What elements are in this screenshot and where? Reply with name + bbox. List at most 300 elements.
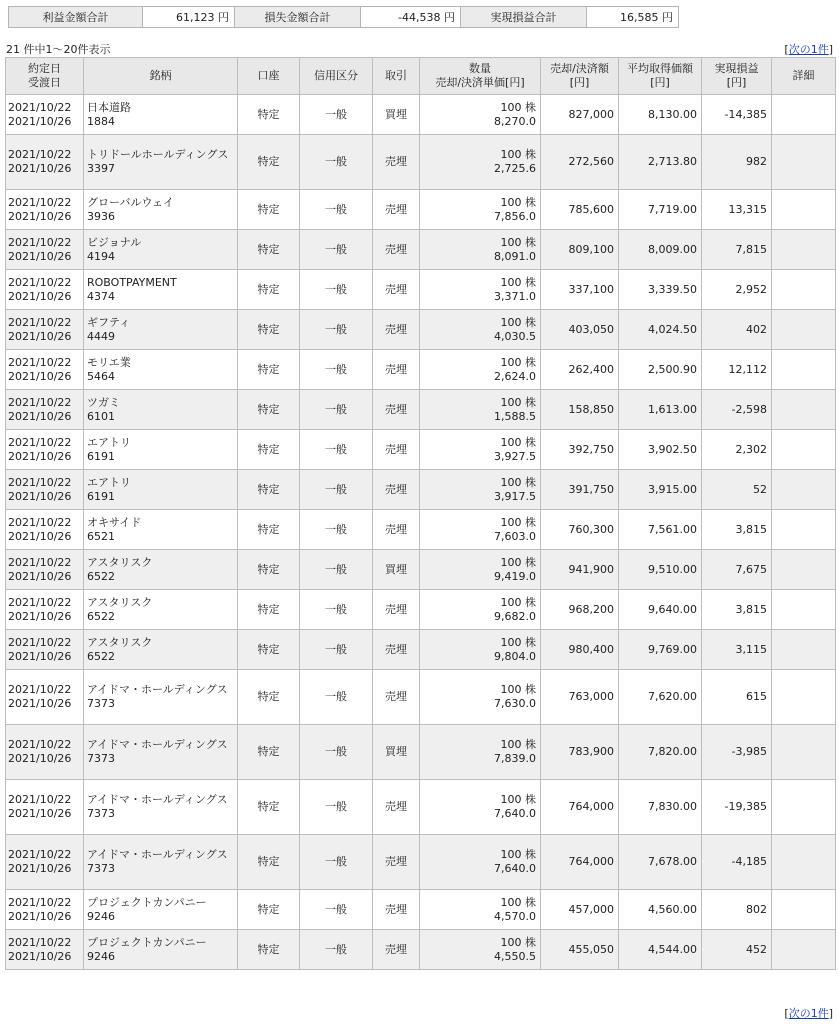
trade-type: 売埋 [373, 270, 420, 310]
detail-cell [772, 390, 836, 430]
trade-dates [6, 190, 84, 230]
realized-pl: 7,675 [702, 550, 772, 590]
avg-cost: 2,713.80 [619, 135, 702, 190]
detail-cell [772, 670, 836, 725]
avg-cost: 7,678.00 [619, 835, 702, 890]
pagination-top: [次の1件] [784, 43, 833, 56]
trade-date: 2021/10/22 [8, 235, 72, 249]
table-row [6, 630, 836, 670]
sell-amount: 392,750 [541, 430, 619, 470]
trade-type: 売埋 [373, 890, 420, 930]
trade-date: 2021/10/22 [8, 475, 72, 489]
avg-cost: 7,830.00 [619, 780, 702, 835]
account-type: 特定 [238, 550, 300, 590]
credit-type: 一般 [300, 835, 373, 890]
realized-total-value: 16,585 円 [587, 7, 679, 28]
detail-cell [772, 550, 836, 590]
trade-dates [6, 630, 84, 670]
stock-code: 7373 [87, 862, 115, 875]
stock-name: アスタリスク [87, 555, 153, 569]
settle-date: 2021/10/26 [8, 209, 72, 223]
trade-type: 売埋 [373, 590, 420, 630]
unit-price: 7,640.0 [494, 807, 536, 820]
sell-amount: 968,200 [541, 590, 619, 630]
trade-type: 買埋 [373, 725, 420, 780]
stock-cell [84, 470, 238, 510]
settle-date: 2021/10/26 [8, 409, 72, 423]
trade-date: 2021/10/22 [8, 635, 72, 649]
credit-type: 一般 [300, 230, 373, 270]
quantity: 100 株 [500, 355, 536, 369]
quantity-cell [420, 930, 541, 970]
trade-type: 売埋 [373, 835, 420, 890]
quantity-cell [420, 780, 541, 835]
stock-cell [84, 930, 238, 970]
detail-cell [772, 510, 836, 550]
stock-name: エアトリ [87, 475, 131, 489]
trade-type: 売埋 [373, 780, 420, 835]
header-detail: 詳細 [772, 58, 836, 95]
header-credit-type: 信用区分 [300, 58, 373, 95]
stock-name: エアトリ [87, 435, 131, 449]
account-type: 特定 [238, 670, 300, 725]
table-row [6, 230, 836, 270]
profit-total-label: 利益金額合計 [9, 7, 143, 28]
stock-cell [84, 310, 238, 350]
quantity-cell [420, 190, 541, 230]
trade-date: 2021/10/22 [8, 848, 72, 861]
sell-amount: 272,560 [541, 135, 619, 190]
quantity: 100 株 [500, 315, 536, 329]
result-count: 21 件中1～20件表示 [6, 43, 111, 56]
avg-cost: 7,620.00 [619, 670, 702, 725]
trade-dates [6, 470, 84, 510]
stock-cell [84, 590, 238, 630]
unit-price: 9,804.0 [494, 649, 536, 663]
sell-amount: 760,300 [541, 510, 619, 550]
credit-type: 一般 [300, 190, 373, 230]
sell-amount: 809,100 [541, 230, 619, 270]
detail-cell [772, 270, 836, 310]
quantity-cell [420, 470, 541, 510]
sell-amount: 337,100 [541, 270, 619, 310]
table-row [6, 590, 836, 630]
quantity-cell [420, 310, 541, 350]
unit-price: 4,570.0 [494, 909, 536, 923]
realized-pl: 982 [702, 135, 772, 190]
sell-amount: 764,000 [541, 780, 619, 835]
table-row [6, 550, 836, 590]
stock-name: アスタリスク [87, 595, 153, 609]
realized-total-label: 実現損益合計 [461, 7, 587, 28]
credit-type: 一般 [300, 725, 373, 780]
stock-cell [84, 510, 238, 550]
credit-type: 一般 [300, 780, 373, 835]
quantity: 100 株 [500, 793, 536, 806]
stock-cell [84, 430, 238, 470]
trade-dates [6, 350, 84, 390]
quantity-cell [420, 135, 541, 190]
table-row [6, 95, 836, 135]
stock-cell [84, 390, 238, 430]
trade-type: 買埋 [373, 550, 420, 590]
realized-pl: 13,315 [702, 190, 772, 230]
avg-cost: 9,640.00 [619, 590, 702, 630]
sell-amount: 783,900 [541, 725, 619, 780]
settle-date: 2021/10/26 [8, 114, 72, 128]
avg-cost: 4,560.00 [619, 890, 702, 930]
quantity: 100 株 [500, 738, 536, 751]
quantity: 100 株 [500, 235, 536, 249]
unit-price: 2,624.0 [494, 369, 536, 383]
realized-pl: -3,985 [702, 725, 772, 780]
trade-dates [6, 670, 84, 725]
quantity-cell [420, 725, 541, 780]
trade-dates [6, 390, 84, 430]
quantity: 100 株 [500, 435, 536, 449]
trade-type: 売埋 [373, 190, 420, 230]
stock-cell [84, 135, 238, 190]
trade-dates [6, 230, 84, 270]
account-type: 特定 [238, 95, 300, 135]
avg-cost: 3,902.50 [619, 430, 702, 470]
stock-code: 5464 [87, 369, 115, 383]
quantity: 100 株 [500, 100, 536, 114]
account-type: 特定 [238, 725, 300, 780]
account-type: 特定 [238, 270, 300, 310]
quantity: 100 株 [500, 635, 536, 649]
realized-pl: 3,815 [702, 510, 772, 550]
header-quantity: 数量 売却/決済単価[円] [420, 58, 541, 95]
quantity-cell [420, 670, 541, 725]
settle-date: 2021/10/26 [8, 649, 72, 663]
trade-dates [6, 550, 84, 590]
sell-amount: 763,000 [541, 670, 619, 725]
quantity: 100 株 [500, 595, 536, 609]
trade-date: 2021/10/22 [8, 315, 72, 329]
table-row [6, 890, 836, 930]
credit-type: 一般 [300, 930, 373, 970]
stock-code: 6522 [87, 609, 115, 623]
stock-name: アイドマ・ホールディングス [87, 793, 228, 806]
stock-code: 4449 [87, 329, 115, 343]
trade-dates [6, 930, 84, 970]
stock-cell [84, 95, 238, 135]
header-stock: 銘柄 [84, 58, 238, 95]
trade-dates [6, 510, 84, 550]
account-type: 特定 [238, 590, 300, 630]
stock-name: アイドマ・ホールディングス [87, 848, 228, 861]
credit-type: 一般 [300, 670, 373, 725]
header-account: 口座 [238, 58, 300, 95]
trade-type: 売埋 [373, 510, 420, 550]
unit-price: 7,839.0 [494, 752, 536, 765]
table-row [6, 430, 836, 470]
table-row [6, 270, 836, 310]
quantity-cell [420, 630, 541, 670]
avg-cost: 2,500.90 [619, 350, 702, 390]
avg-cost: 7,719.00 [619, 190, 702, 230]
account-type: 特定 [238, 510, 300, 550]
trade-date: 2021/10/22 [8, 100, 72, 114]
stock-name: アスタリスク [87, 635, 153, 649]
trade-date: 2021/10/22 [8, 355, 72, 369]
detail-cell [772, 470, 836, 510]
table-row [6, 670, 836, 725]
credit-type: 一般 [300, 510, 373, 550]
stock-code: 4194 [87, 249, 115, 263]
avg-cost: 1,613.00 [619, 390, 702, 430]
unit-price: 7,630.0 [494, 697, 536, 710]
trade-type: 売埋 [373, 390, 420, 430]
credit-type: 一般 [300, 890, 373, 930]
settle-date: 2021/10/26 [8, 609, 72, 623]
stock-name: ビジョナル [87, 235, 142, 249]
realized-pl: 3,815 [702, 590, 772, 630]
table-header-row [6, 58, 836, 95]
trade-type: 売埋 [373, 430, 420, 470]
avg-cost: 7,561.00 [619, 510, 702, 550]
stock-name: アイドマ・ホールディングス [87, 738, 228, 751]
stock-code: 3936 [87, 209, 115, 223]
quantity: 100 株 [500, 555, 536, 569]
sell-amount: 455,050 [541, 930, 619, 970]
unit-price: 7,603.0 [494, 529, 536, 543]
settle-date: 2021/10/26 [8, 949, 72, 963]
settle-date: 2021/10/26 [8, 449, 72, 463]
detail-cell [772, 230, 836, 270]
trade-type: 売埋 [373, 470, 420, 510]
account-type: 特定 [238, 890, 300, 930]
table-row [6, 470, 836, 510]
stock-cell [84, 350, 238, 390]
quantity: 100 株 [500, 395, 536, 409]
credit-type: 一般 [300, 470, 373, 510]
stock-name: ROBOTPAYMENT [87, 275, 177, 289]
unit-price: 8,091.0 [494, 249, 536, 263]
sell-amount: 941,900 [541, 550, 619, 590]
realized-pl: 452 [702, 930, 772, 970]
unit-price: 2,725.6 [494, 162, 536, 175]
account-type: 特定 [238, 190, 300, 230]
trade-dates [6, 835, 84, 890]
loss-total-label: 損失金額合計 [235, 7, 361, 28]
quantity: 100 株 [500, 148, 536, 161]
quantity: 100 株 [500, 475, 536, 489]
stock-code: 6522 [87, 569, 115, 583]
trade-date: 2021/10/22 [8, 935, 72, 949]
unit-price: 3,917.5 [494, 489, 536, 503]
trade-type: 売埋 [373, 350, 420, 390]
account-type: 特定 [238, 430, 300, 470]
account-type: 特定 [238, 630, 300, 670]
credit-type: 一般 [300, 95, 373, 135]
unit-price: 9,682.0 [494, 609, 536, 623]
detail-cell [772, 190, 836, 230]
detail-cell [772, 310, 836, 350]
account-type: 特定 [238, 390, 300, 430]
detail-cell [772, 725, 836, 780]
stock-code: 7373 [87, 697, 115, 710]
trade-dates [6, 430, 84, 470]
stock-code: 6191 [87, 489, 115, 503]
account-type: 特定 [238, 470, 300, 510]
trade-history-table [5, 57, 836, 970]
stock-code: 1884 [87, 114, 115, 128]
avg-cost: 7,820.00 [619, 725, 702, 780]
trade-date: 2021/10/22 [8, 148, 72, 161]
quantity-cell [420, 550, 541, 590]
realized-pl: 3,115 [702, 630, 772, 670]
trade-date: 2021/10/22 [8, 195, 72, 209]
stock-cell [84, 550, 238, 590]
account-type: 特定 [238, 780, 300, 835]
unit-price: 4,030.5 [494, 329, 536, 343]
unit-price: 7,856.0 [494, 209, 536, 223]
detail-cell [772, 835, 836, 890]
quantity-cell [420, 230, 541, 270]
settle-date: 2021/10/26 [8, 569, 72, 583]
avg-cost: 9,510.00 [619, 550, 702, 590]
unit-price: 1,588.5 [494, 409, 536, 423]
settle-date: 2021/10/26 [8, 249, 72, 263]
trade-date: 2021/10/22 [8, 738, 72, 751]
trade-dates [6, 590, 84, 630]
credit-type: 一般 [300, 630, 373, 670]
trade-date: 2021/10/22 [8, 515, 72, 529]
header-sell-amount: 売却/決済額 [円] [541, 58, 619, 95]
next-page-link[interactable]: 次の1件 [788, 43, 829, 56]
unit-price: 8,270.0 [494, 114, 536, 128]
trade-dates [6, 95, 84, 135]
quantity-cell [420, 835, 541, 890]
trade-date: 2021/10/22 [8, 595, 72, 609]
credit-type: 一般 [300, 430, 373, 470]
credit-type: 一般 [300, 590, 373, 630]
quantity: 100 株 [500, 848, 536, 861]
sell-amount: 785,600 [541, 190, 619, 230]
stock-name: オキサイド [87, 515, 142, 529]
settle-date: 2021/10/26 [8, 329, 72, 343]
detail-cell [772, 890, 836, 930]
stock-code: 9246 [87, 909, 115, 923]
quantity-cell [420, 510, 541, 550]
stock-cell [84, 270, 238, 310]
realized-pl: 615 [702, 670, 772, 725]
trade-type: 売埋 [373, 230, 420, 270]
settle-date: 2021/10/26 [8, 807, 72, 820]
table-row [6, 725, 836, 780]
pagination-bottom: [次の1件] [784, 1007, 833, 1020]
realized-pl: -4,185 [702, 835, 772, 890]
trade-dates [6, 310, 84, 350]
trade-date: 2021/10/22 [8, 435, 72, 449]
settle-date: 2021/10/26 [8, 529, 72, 543]
trade-dates [6, 725, 84, 780]
credit-type: 一般 [300, 270, 373, 310]
detail-cell [772, 590, 836, 630]
account-type: 特定 [238, 930, 300, 970]
sell-amount: 764,000 [541, 835, 619, 890]
quantity-cell [420, 430, 541, 470]
avg-cost: 3,339.50 [619, 270, 702, 310]
credit-type: 一般 [300, 390, 373, 430]
quantity-cell [420, 590, 541, 630]
avg-cost: 4,024.50 [619, 310, 702, 350]
settle-date: 2021/10/26 [8, 369, 72, 383]
settle-date: 2021/10/26 [8, 289, 72, 303]
sell-amount: 457,000 [541, 890, 619, 930]
detail-cell [772, 780, 836, 835]
realized-pl: 2,952 [702, 270, 772, 310]
trade-type: 売埋 [373, 630, 420, 670]
sell-amount: 403,050 [541, 310, 619, 350]
settle-date: 2021/10/26 [8, 862, 72, 875]
stock-cell [84, 670, 238, 725]
avg-cost: 9,769.00 [619, 630, 702, 670]
avg-cost: 3,915.00 [619, 470, 702, 510]
trade-date: 2021/10/22 [8, 683, 72, 696]
realized-pl: 7,815 [702, 230, 772, 270]
stock-cell [84, 835, 238, 890]
quantity: 100 株 [500, 515, 536, 529]
stock-name: アイドマ・ホールディングス [87, 683, 228, 696]
settle-date: 2021/10/26 [8, 162, 72, 175]
table-row [6, 310, 836, 350]
quantity: 100 株 [500, 935, 536, 949]
table-row [6, 510, 836, 550]
unit-price: 9,419.0 [494, 569, 536, 583]
account-type: 特定 [238, 310, 300, 350]
quantity-cell [420, 95, 541, 135]
account-type: 特定 [238, 135, 300, 190]
settle-date: 2021/10/26 [8, 489, 72, 503]
trade-date: 2021/10/22 [8, 895, 72, 909]
stock-cell [84, 190, 238, 230]
quantity: 100 株 [500, 895, 536, 909]
next-page-link-bottom[interactable]: 次の1件 [788, 1007, 829, 1020]
stock-cell [84, 780, 238, 835]
header-trade: 取引 [373, 58, 420, 95]
stock-name: プロジェクトカンパニー [87, 935, 207, 949]
stock-name: モリエ業 [87, 355, 131, 369]
quantity-cell [420, 890, 541, 930]
table-row [6, 930, 836, 970]
unit-price: 3,927.5 [494, 449, 536, 463]
quantity: 100 株 [500, 195, 536, 209]
unit-price: 7,640.0 [494, 862, 536, 875]
unit-price: 4,550.5 [494, 949, 536, 963]
stock-name: プロジェクトカンパニー [87, 895, 207, 909]
settle-date: 2021/10/26 [8, 752, 72, 765]
table-row [6, 390, 836, 430]
realized-pl: 12,112 [702, 350, 772, 390]
realized-pl: 402 [702, 310, 772, 350]
summary-table [8, 6, 679, 28]
avg-cost: 8,130.00 [619, 95, 702, 135]
table-row [6, 835, 836, 890]
trade-dates [6, 270, 84, 310]
realized-pl: 802 [702, 890, 772, 930]
trade-type: 買埋 [373, 95, 420, 135]
stock-name: 日本道路 [87, 100, 131, 114]
quantity: 100 株 [500, 275, 536, 289]
detail-cell [772, 135, 836, 190]
stock-code: 9246 [87, 949, 115, 963]
credit-type: 一般 [300, 350, 373, 390]
sell-amount: 980,400 [541, 630, 619, 670]
account-type: 特定 [238, 350, 300, 390]
